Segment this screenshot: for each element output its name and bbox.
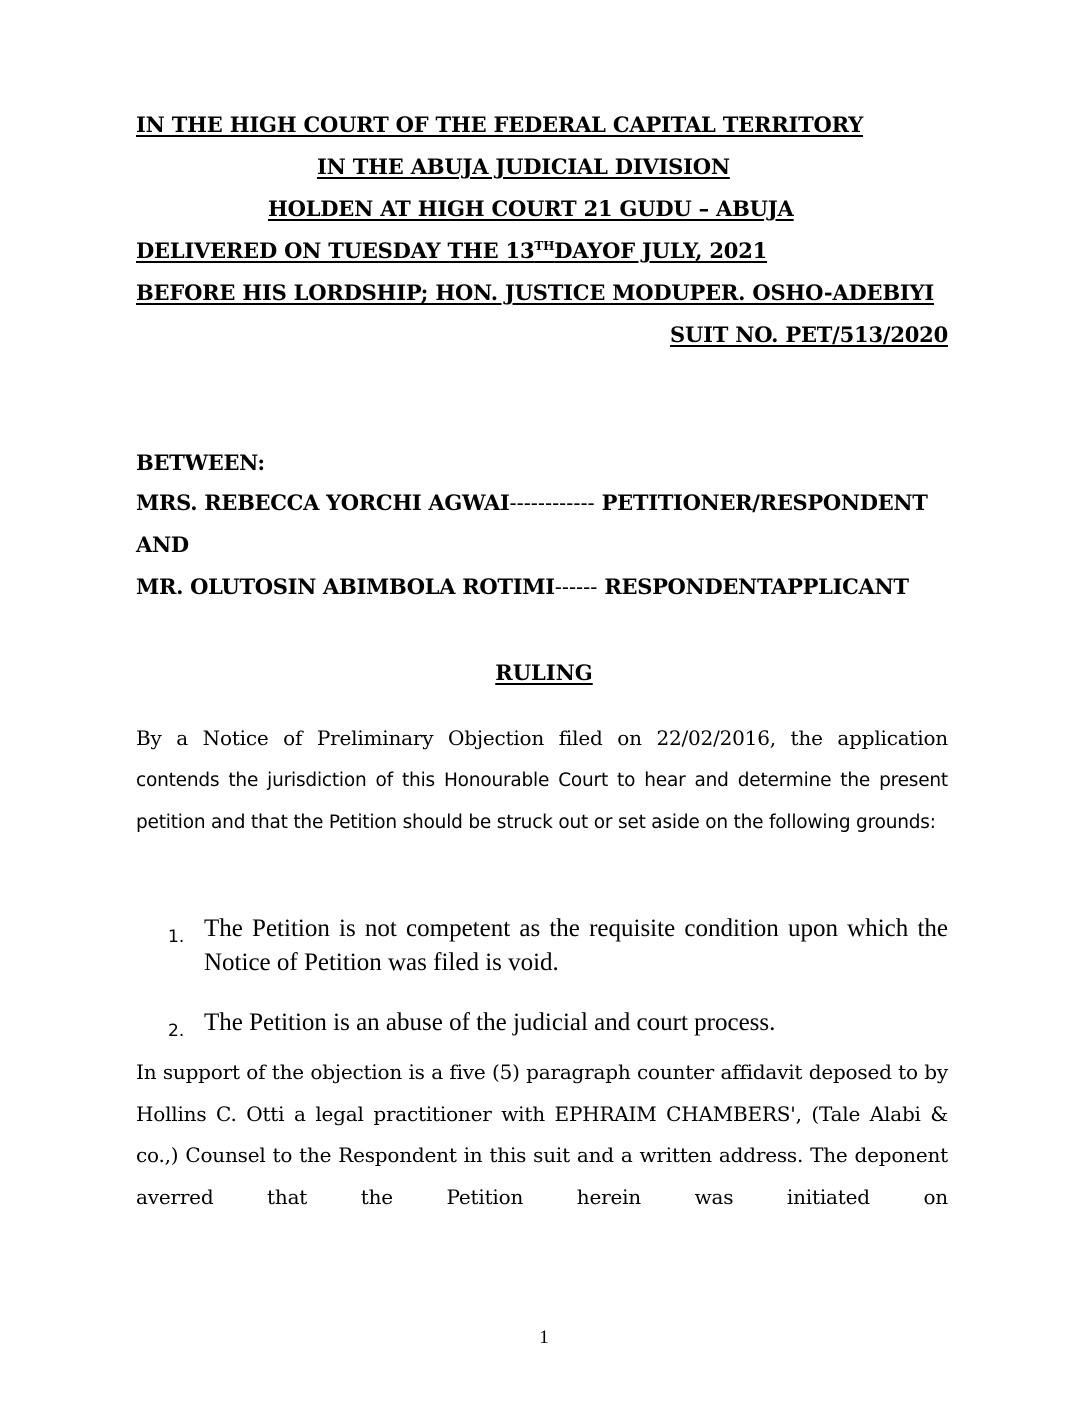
ruling-title: RULING: [495, 660, 593, 685]
ground-text: The Petition is an abuse of the judicial and court process.: [204, 1009, 776, 1036]
petitioner-line: [136, 490, 928, 515]
suit-number: SUIT NO. PET/513/2020: [670, 322, 948, 347]
division-title: IN THE ABUJA JUDICIAL DIVISION: [317, 154, 730, 179]
ground-item: [168, 1006, 948, 1040]
ordinal-suffix: TH: [534, 239, 555, 253]
between-label: BETWEEN:: [136, 450, 265, 475]
page-number: 1: [539, 1327, 549, 1348]
petitioner-name: MRS. REBECCA YORCHI AGWAI: [136, 490, 510, 515]
objection-paragraph: contends the jurisdiction of this Honourable Court to hear and determine the present petition and that the Petition should be struck out or set aside on the following grounds:: [136, 770, 948, 833]
and-label: AND: [136, 532, 189, 557]
before-lordship-line: BEFORE HIS LORDSHIP; HON. JUSTICE MODUPER. OSHO-ADEBIYI: [136, 280, 934, 305]
delivered-date-text: DAYOF JULY, 2021: [554, 238, 768, 263]
ground-item: [168, 912, 948, 980]
ground-number: 1.: [168, 927, 185, 947]
ground-text: The Petition is not competent as the requisite condition upon which the Notice of Petition was filed is void.: [204, 915, 948, 976]
delivered-on-line: [136, 238, 767, 263]
respondent-role: RESPONDENTAPPLICANT: [597, 574, 909, 599]
delivered-on-text: DELIVERED ON TUESDAY THE 13: [136, 238, 535, 263]
respondent-name: MR. OLUTOSIN ABIMBOLA ROTIMI: [136, 574, 555, 599]
ground-number: 2.: [168, 1021, 185, 1041]
court-title: IN THE HIGH COURT OF THE FEDERAL CAPITAL TERRITORY: [136, 112, 864, 137]
objection-paragraph-line1: By a Notice of Preliminary Objection filed on 22/02/2016, the application: [136, 726, 948, 750]
petitioner-dashes: ------------: [509, 491, 595, 515]
respondent-dashes: ------: [554, 575, 598, 599]
holden-at-line: HOLDEN AT HIGH COURT 21 GUDU – ABUJA: [268, 196, 794, 221]
affidavit-paragraph: In support of the objection is a five (5) paragraph counter affidavit deposed to by Hollins C. Otti a legal practitioner with EPHRAIM CHAMBERS', (Tale Alabi & co.,) Counsel to the Respondent in this suit and a written address. The deponent averred that the Petition herein was initiated on: [136, 1060, 948, 1209]
petitioner-role: PETITIONER/RESPONDENT: [594, 490, 928, 515]
respondent-line: [136, 574, 909, 599]
